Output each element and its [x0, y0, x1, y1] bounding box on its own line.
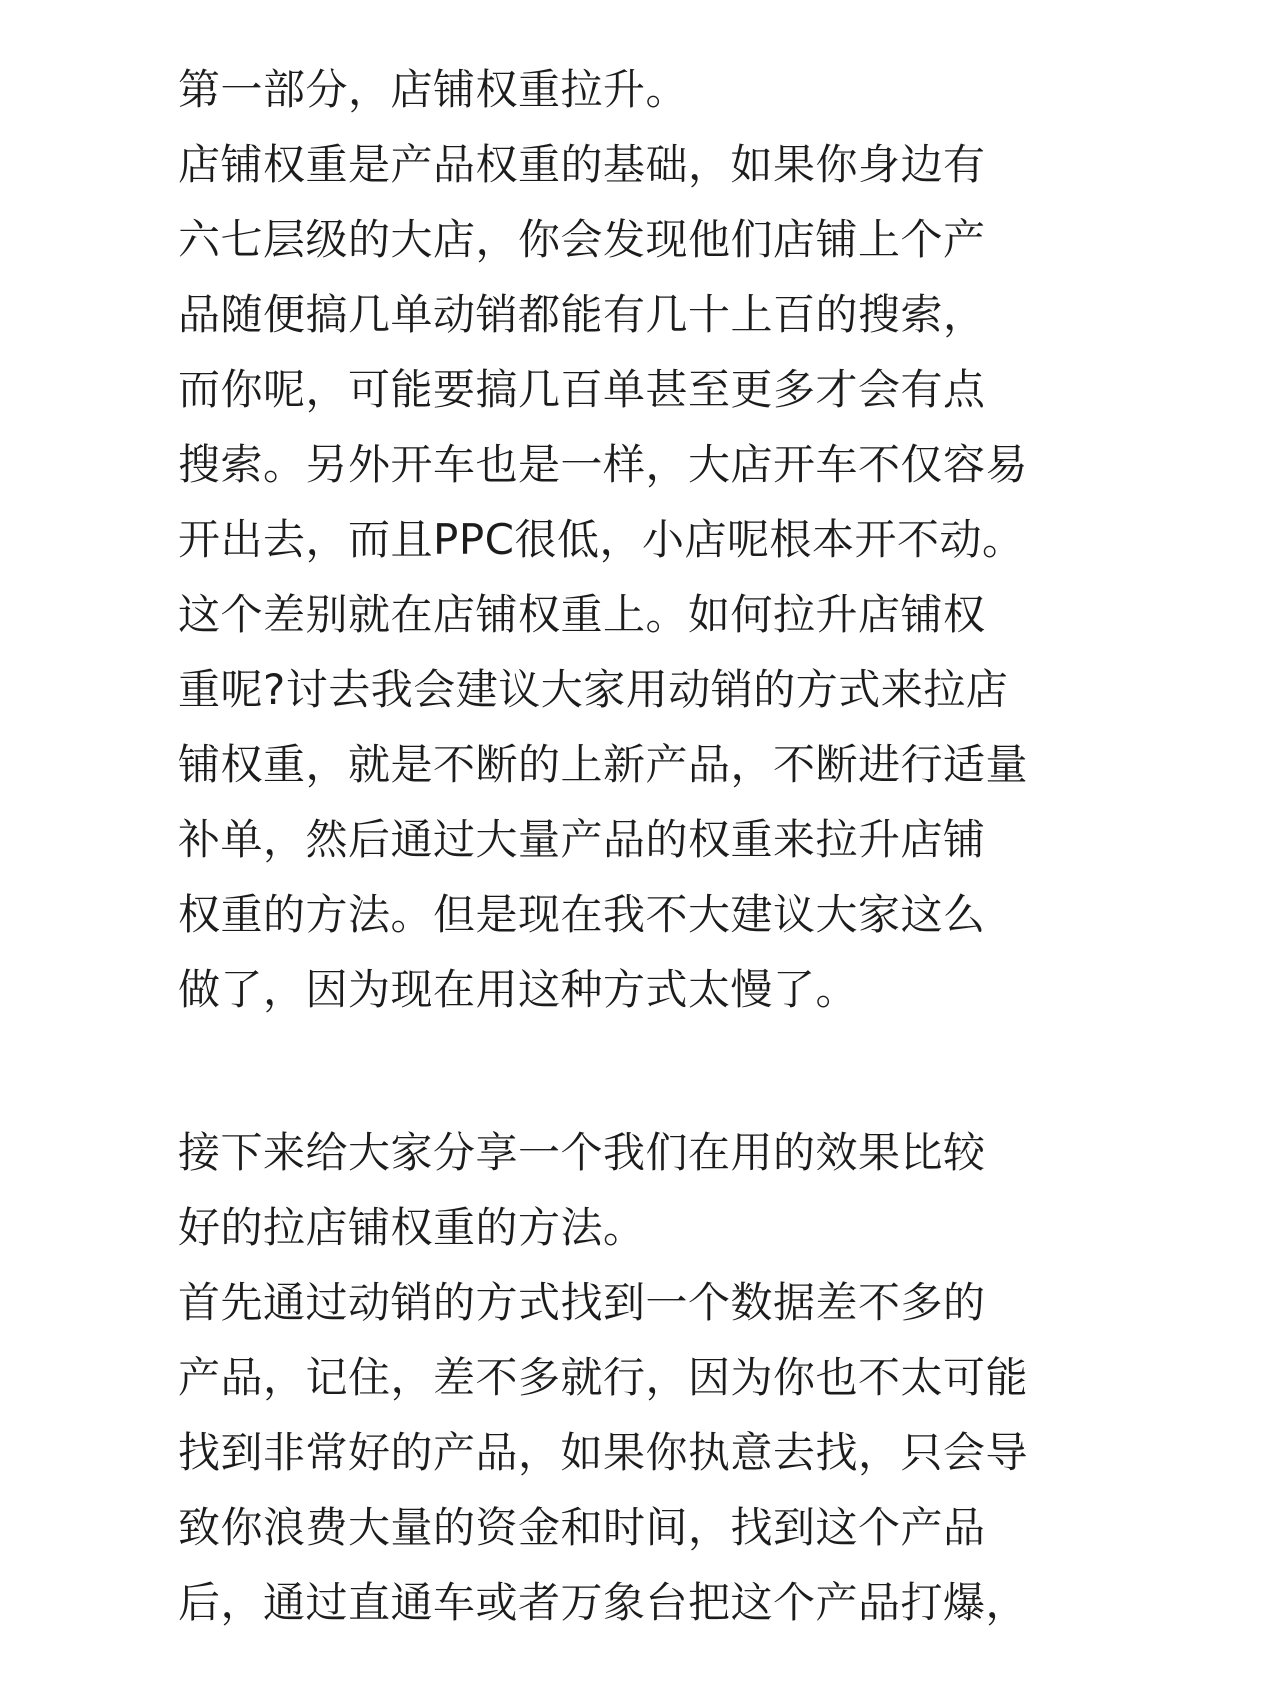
text-line: 重呢?讨去我会建议大家用动销的方式来拉店: [178, 665, 1009, 714]
text-line: 这个差别就在店铺权重上。如何拉升店铺权: [178, 590, 986, 639]
text-line: 补单，然后通过大量产品的权重来拉升店铺: [178, 815, 986, 864]
text-line: 品随便搞几单动销都能有几十上百的搜索，: [178, 290, 986, 339]
text-line: 做了，因为现在用这种方式太慢了。: [178, 965, 859, 1014]
text-line: 致你浪费大量的资金和时间，找到这个产品: [178, 1503, 986, 1552]
text-line: 权重的方法。但是现在我不大建议大家这么: [178, 890, 986, 939]
text-line: 开出去，而且PPC很低，小店呢根本开不动。: [178, 515, 1025, 564]
text-line: 好的拉店铺权重的方法。: [178, 1203, 646, 1252]
text-line: 铺权重，就是不断的上新产品，不断进行适量: [178, 740, 1029, 789]
paragraph-store-weight: [178, 52, 1138, 1027]
text-line: 搜索。另外开车也是一样，大店开车不仅容易: [178, 440, 1029, 489]
paragraph-method: [178, 1115, 1138, 1640]
text-line: 第一部分，店铺权重拉升。: [178, 65, 689, 114]
text-line: 产品，记住，差不多就行，因为你也不太可能: [178, 1353, 1029, 1402]
text-line: 六七层级的大店，你会发现他们店铺上个产: [178, 215, 986, 264]
text-line: 而你呢，可能要搞几百单甚至更多才会有点: [178, 365, 986, 414]
text-line: 店铺权重是产品权重的基础，如果你身边有: [178, 140, 986, 189]
text-line: 接下来给大家分享一个我们在用的效果比较: [178, 1128, 986, 1177]
text-line: 找到非常好的产品，如果你执意去找，只会导: [178, 1428, 1029, 1477]
text-line: 首先通过动销的方式找到一个数据差不多的: [178, 1278, 986, 1327]
text-line: 后，通过直通车或者万象台把这个产品打爆，: [178, 1578, 1029, 1627]
